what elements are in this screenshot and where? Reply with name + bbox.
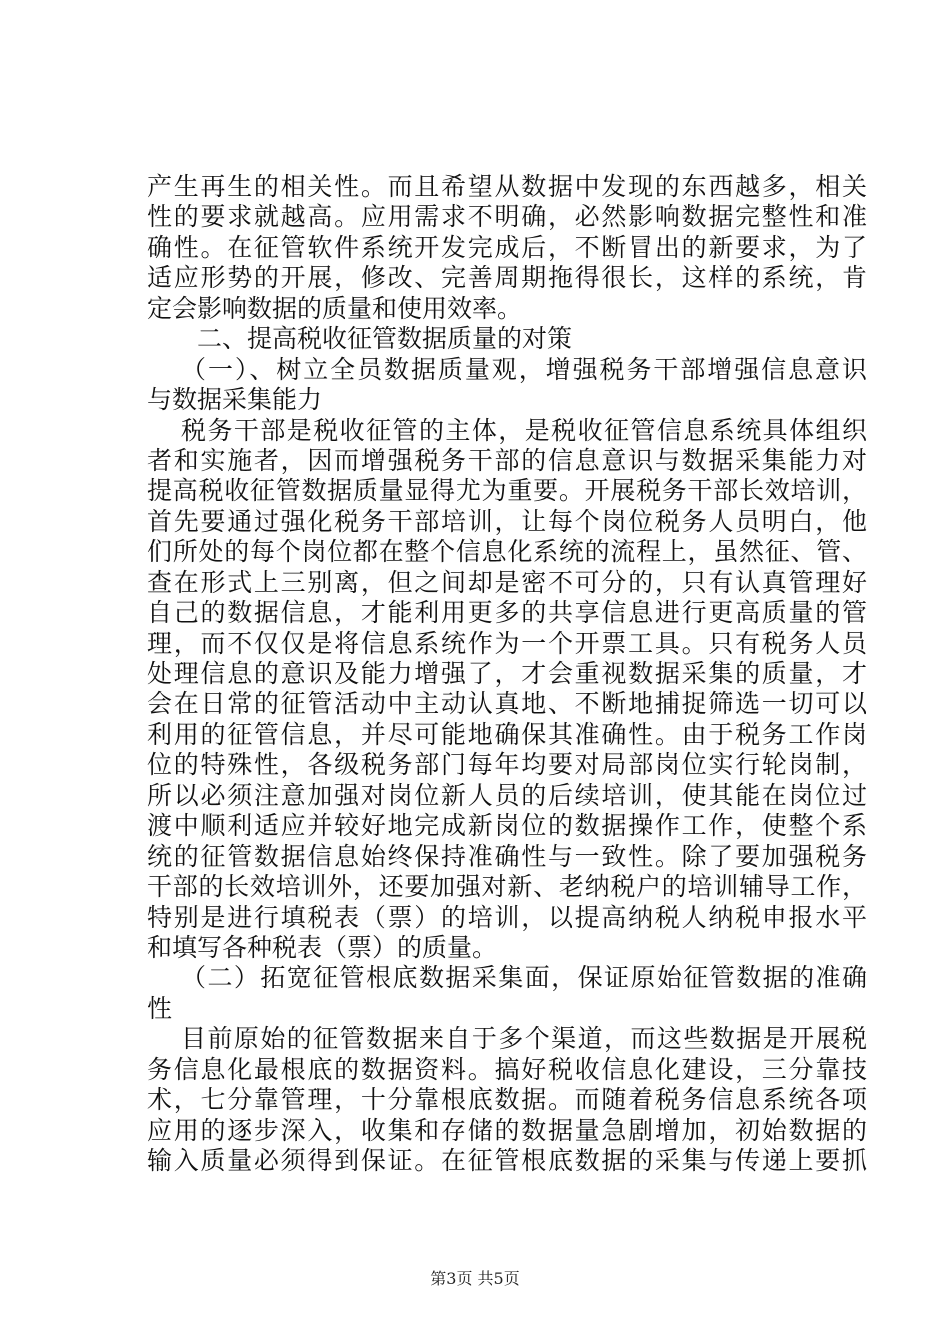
text-line: 首先要通过强化税务干部培训，让每个岗位税务人员明白，他 [147,506,867,536]
text-line: 二、提高税收征管数据质量的对策 [197,324,573,354]
text-line: 税务干部是税收征管的主体，是税收征管信息系统具体组织 [181,415,867,445]
text-line: 提高税收征管数据质量显得尤为重要。开展税务干部长效培训， [147,476,867,506]
text-line: 定会影响数据的质量和使用效率。 [147,293,523,323]
text-line: 适应形势的开展，修改、完善周期拖得很长，这样的系统，肯 [147,263,867,293]
text-line: 位的特殊性，各级税务部门每年均要对局部岗位实行轮岗制， [147,750,867,780]
text-line: 应用的逐步深入，收集和存储的数据量急剧增加，初始数据的 [147,1115,867,1145]
text-line: 术，七分靠管理，十分靠根底数据。而随着税务信息系统各项 [147,1085,867,1115]
text-line: 干部的长效培训外，还要加强对新、老纳税户的培训辅导工作， [147,872,867,902]
text-line: 目前原始的征管数据来自于多个渠道，而这些数据是开展税 [181,1024,867,1054]
text-line: 务信息化最根底的数据资料。搞好税收信息化建设，三分靠技 [147,1054,867,1084]
text-line: 所以必须注意加强对岗位新人员的后续培训，使其能在岗位过 [147,780,867,810]
text-line: 利用的征管信息，并尽可能地确保其准确性。由于税务工作岗 [147,719,867,749]
text-line: （一）、树立全员数据质量观，增强税务干部增强信息意识 [181,354,867,384]
text-line: 处理信息的意识及能力增强了，才会重视数据采集的质量，才 [147,659,867,688]
text-line: 们所处的每个岗位都在整个信息化系统的流程上，虽然征、管、 [147,537,867,567]
text-line: 自己的数据信息，才能利用更多的共享信息进行更高质量的管 [147,598,867,628]
text-line: 会在日常的征管活动中主动认真地、不断地捕捉筛选一切可以 [147,689,867,719]
text-line: 产生再生的相关性。而且希望从数据中发现的东西越多，相关 [147,172,867,201]
text-line: 查在形式上三别离，但之间却是密不可分的，只有认真管理好 [147,567,867,597]
text-line: 确性。在征管软件系统开发完成后，不断冒出的新要求，为了 [147,232,867,262]
text-line: 与数据采集能力 [147,385,323,415]
text-line: 统的征管数据信息始终保持准确性与一致性。除了要加强税务 [147,841,867,871]
text-line: 者和实施者，因而增强税务干部的信息意识与数据采集能力对 [147,445,867,475]
body-text [147,172,867,1176]
text-line: 和填写各种税表（票）的质量。 [147,932,498,962]
text-line: 理，而不仅仅是将信息系统作为一个开票工具。只有税务人员 [147,628,867,658]
text-line: 特别是进行填税表（票）的培训，以提高纳税人纳税申报水平 [147,902,867,932]
text-line: 渡中顺利适应并较好地完成新岗位的数据操作工作，使整个系 [147,811,867,841]
text-line: （二）拓宽征管根底数据采集面，保证原始征管数据的准确 [181,963,867,993]
text-line: 性 [147,993,173,1023]
text-line: 输入质量必须得到保证。在征管根底数据的采集与传递上要抓 [147,1146,867,1175]
page-footer: 第3页 共5页 [430,1269,520,1288]
text-line: 性的要求就越高。应用需求不明确，必然影响数据完整性和准 [147,202,867,232]
